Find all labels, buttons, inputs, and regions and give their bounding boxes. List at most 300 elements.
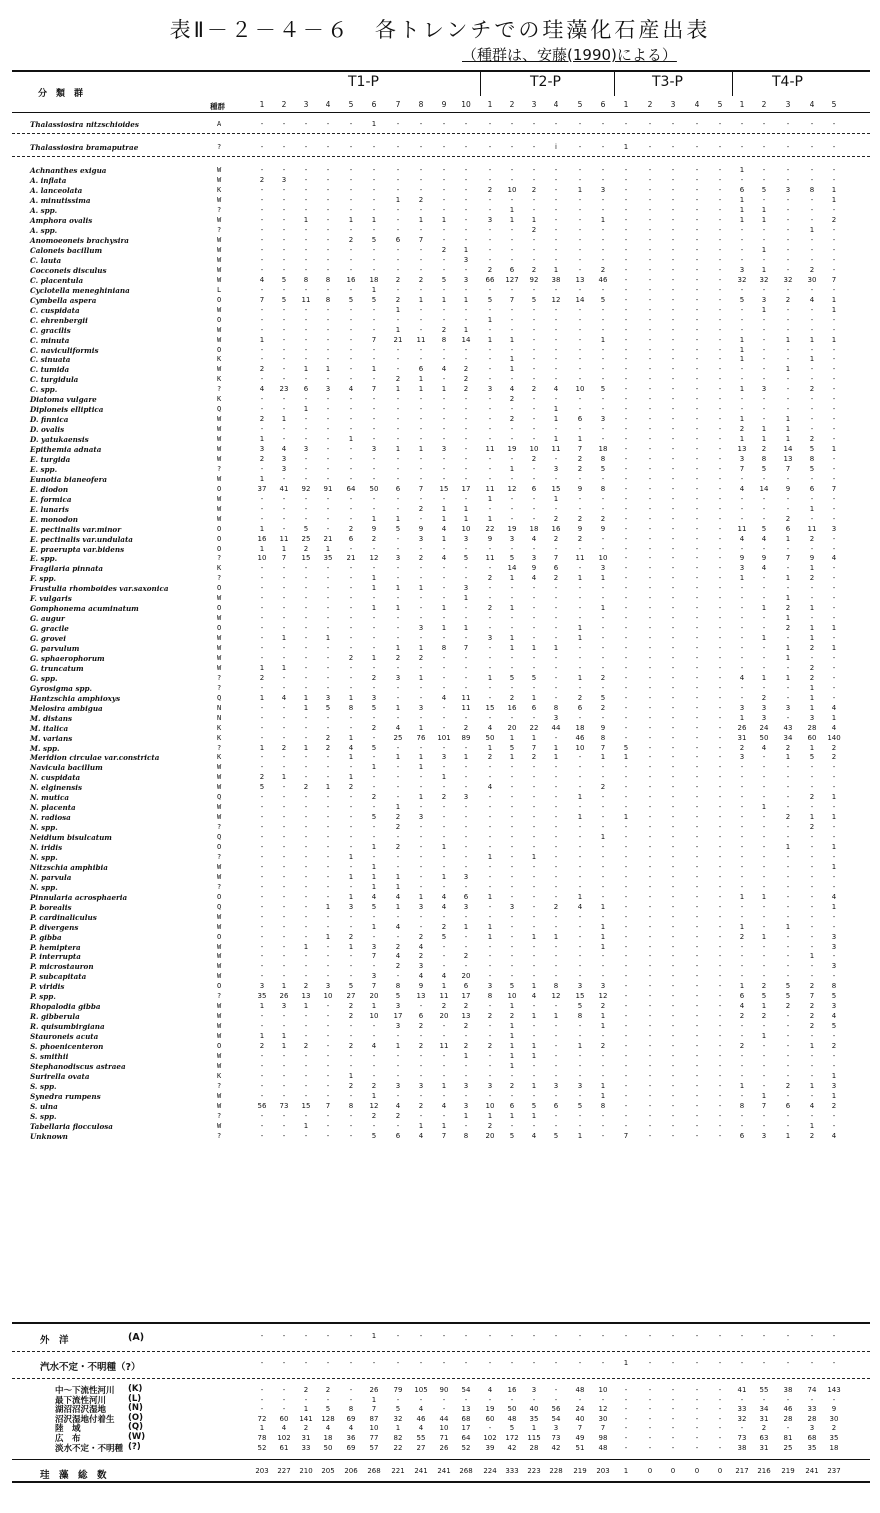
- table-cell: -: [326, 1022, 330, 1031]
- table-cell: -: [349, 186, 353, 195]
- table-cell: -: [396, 166, 400, 175]
- taxon-name: N. parvula: [30, 872, 72, 882]
- group-code: N: [217, 713, 222, 722]
- table-cell: -: [810, 405, 814, 414]
- table-cell: 4: [831, 892, 837, 901]
- table-cell: -: [554, 236, 558, 245]
- table-cell: -: [810, 803, 814, 812]
- table-cell: 2: [809, 1131, 815, 1140]
- table-cell: -: [282, 962, 286, 971]
- table-cell: -: [718, 1443, 722, 1452]
- table-cell: -: [601, 843, 605, 851]
- table-cell: -: [695, 1032, 699, 1041]
- table-cell: 9: [371, 524, 377, 533]
- table-row: [0, 216, 880, 225]
- table-cell: -: [671, 843, 675, 851]
- table-cell: -: [832, 1332, 836, 1340]
- table-cell: -: [601, 120, 605, 128]
- table-cell: 3: [739, 454, 745, 463]
- trench-divider-3: [732, 70, 733, 96]
- table-cell: 15: [301, 554, 311, 563]
- table-cell: -: [304, 120, 308, 128]
- table-cell: 6: [463, 892, 469, 901]
- table-cell: -: [282, 1051, 286, 1060]
- table-cell: -: [532, 902, 536, 911]
- table-row: [0, 395, 880, 404]
- table-cell: -: [464, 823, 468, 832]
- table-cell: -: [510, 872, 514, 881]
- table-cell: 2: [739, 1012, 745, 1021]
- table-cell: -: [718, 823, 722, 832]
- table-cell: 5: [441, 932, 447, 941]
- table-cell: -: [832, 773, 836, 782]
- table-cell: -: [260, 972, 264, 981]
- table-cell: -: [601, 345, 605, 354]
- table-row: [0, 972, 880, 981]
- table-cell: -: [396, 464, 400, 473]
- table-cell: -: [488, 952, 492, 961]
- table-cell: -: [442, 833, 446, 842]
- table-cell: -: [488, 823, 492, 832]
- table-cell: -: [419, 176, 423, 185]
- table-cell: -: [624, 942, 628, 951]
- table-cell: -: [740, 246, 744, 254]
- table-cell: -: [671, 120, 675, 128]
- table-cell: -: [718, 922, 722, 931]
- table-cell: -: [832, 415, 836, 424]
- table-cell: -: [671, 922, 675, 931]
- table-cell: 1: [509, 365, 515, 374]
- table-cell: 1: [831, 445, 837, 453]
- group-code: W: [217, 644, 222, 652]
- column-number: 6: [371, 100, 377, 109]
- table-cell: 5: [325, 703, 331, 712]
- trench-label-t2: T2-P: [530, 74, 561, 90]
- table-cell: -: [554, 206, 558, 215]
- taxon-name: Surirella ovata: [30, 1071, 90, 1081]
- table-cell: -: [786, 265, 790, 274]
- group-code: W: [217, 474, 222, 483]
- table-cell: -: [648, 753, 652, 762]
- table-cell: 1: [831, 793, 837, 802]
- table-cell: -: [832, 673, 836, 682]
- table-cell: -: [372, 425, 376, 434]
- table-cell: 26: [439, 1443, 449, 1452]
- table-cell: 1: [761, 634, 767, 643]
- table-cell: 11: [485, 445, 495, 453]
- table-cell: -: [260, 912, 264, 921]
- table-cell: 1: [395, 196, 401, 205]
- table-cell: -: [349, 143, 353, 152]
- table-cell: -: [810, 932, 814, 941]
- table-cell: 2: [418, 554, 424, 563]
- table-cell: -: [282, 733, 286, 742]
- table-row: [0, 724, 880, 733]
- table-cell: -: [578, 1359, 582, 1367]
- group-code: ?: [217, 1081, 222, 1090]
- table-cell: -: [488, 405, 492, 414]
- group-code: W: [217, 663, 222, 672]
- table-cell: -: [740, 1111, 744, 1120]
- table-cell: 3: [371, 942, 377, 951]
- table-cell: -: [671, 1359, 675, 1367]
- table-cell: -: [510, 584, 514, 593]
- table-cell: -: [304, 862, 308, 871]
- table-cell: -: [464, 236, 468, 245]
- table-cell: 12: [551, 992, 561, 1001]
- table-cell: -: [532, 365, 536, 374]
- table-cell: -: [326, 226, 330, 235]
- group-code: O: [217, 1042, 222, 1050]
- table-cell: 69: [346, 1414, 356, 1423]
- table-cell: -: [554, 454, 558, 463]
- table-cell: 1: [281, 773, 287, 782]
- table-cell: -: [695, 524, 699, 533]
- table-cell: -: [532, 345, 536, 354]
- table-cell: -: [695, 703, 699, 712]
- table-cell: 5: [395, 524, 401, 533]
- table-cell: 18: [829, 1443, 839, 1452]
- table-cell: 1: [463, 1111, 469, 1120]
- table-cell: 3: [761, 295, 767, 304]
- table-cell: -: [810, 166, 814, 175]
- table-cell: -: [740, 624, 744, 633]
- table-cell: -: [349, 813, 353, 822]
- table-cell: -: [442, 574, 446, 583]
- table-cell: -: [671, 912, 675, 921]
- table-cell: -: [442, 345, 446, 354]
- table-cell: -: [624, 464, 628, 473]
- table-cell: -: [372, 773, 376, 782]
- table-cell: -: [578, 912, 582, 921]
- table-cell: -: [442, 783, 446, 792]
- table-cell: -: [260, 246, 264, 254]
- table-cell: -: [648, 962, 652, 971]
- group-code: A: [217, 120, 222, 128]
- table-cell: -: [510, 544, 514, 553]
- table-cell: 1: [348, 435, 354, 444]
- table-cell: 2: [761, 445, 767, 453]
- column-number: 5: [348, 100, 354, 109]
- table-cell: -: [786, 693, 790, 702]
- table-cell: 5: [371, 703, 377, 712]
- table-cell: -: [326, 574, 330, 583]
- table-cell: -: [601, 972, 605, 981]
- table-cell: 14: [759, 484, 769, 493]
- table-cell: -: [671, 1131, 675, 1140]
- table-cell: -: [740, 644, 744, 652]
- table-cell: 11: [485, 484, 495, 493]
- table-cell: -: [326, 1332, 330, 1340]
- table-cell: 1: [577, 892, 583, 901]
- table-cell: 4: [418, 1131, 424, 1140]
- table-cell: -: [832, 564, 836, 573]
- table-cell: -: [832, 833, 836, 842]
- table-cell: -: [624, 285, 628, 294]
- table-cell: -: [532, 783, 536, 792]
- table-cell: 74: [807, 1386, 817, 1394]
- table-cell: -: [786, 504, 790, 513]
- table-cell: 1: [509, 355, 515, 364]
- table-cell: -: [304, 852, 308, 861]
- table-cell: -: [671, 504, 675, 513]
- table-cell: -: [510, 494, 514, 503]
- table-cell: -: [671, 823, 675, 832]
- table-cell: 60: [485, 1414, 495, 1423]
- table-cell: 87: [369, 1414, 379, 1423]
- table-cell: 2: [418, 932, 424, 941]
- table-cell: -: [648, 255, 652, 264]
- table-cell: -: [648, 843, 652, 851]
- table-cell: 10: [485, 1101, 495, 1110]
- table-cell: 33: [807, 1405, 817, 1414]
- table-cell: -: [786, 962, 790, 971]
- table-cell: 1: [348, 773, 354, 782]
- table-cell: -: [419, 1395, 423, 1404]
- table-cell: -: [601, 355, 605, 364]
- table-row: [0, 1132, 880, 1141]
- group-code: W: [217, 305, 222, 314]
- table-cell: -: [671, 882, 675, 891]
- column-number: 3: [670, 100, 676, 109]
- table-cell: -: [718, 355, 722, 364]
- table-cell: 4: [739, 673, 745, 682]
- table-cell: -: [671, 143, 675, 152]
- table-cell: 4: [418, 972, 424, 981]
- table-cell: -: [786, 544, 790, 553]
- table-cell: -: [601, 1332, 605, 1340]
- table-cell: -: [832, 285, 836, 294]
- table-cell: -: [832, 1111, 836, 1120]
- column-number: 4: [809, 100, 815, 109]
- table-cell: -: [282, 594, 286, 603]
- table-cell: -: [510, 952, 514, 961]
- table-cell: -: [624, 703, 628, 712]
- table-cell: -: [578, 952, 582, 961]
- table-cell: -: [532, 355, 536, 364]
- table-cell: 3: [281, 1002, 287, 1011]
- table-cell: -: [260, 305, 264, 314]
- table-cell: -: [740, 823, 744, 832]
- group-code: W: [217, 614, 222, 623]
- table-cell: -: [532, 415, 536, 424]
- table-cell: -: [718, 972, 722, 981]
- table-cell: 3: [463, 275, 469, 284]
- taxon-name: M. varians: [30, 733, 73, 743]
- table-cell: -: [718, 843, 722, 851]
- table-cell: 81: [783, 1434, 793, 1442]
- table-cell: 5: [761, 186, 767, 195]
- table-cell: 1: [371, 216, 377, 225]
- table-cell: -: [762, 395, 766, 404]
- table-cell: -: [740, 584, 744, 593]
- table-cell: 2: [259, 415, 265, 424]
- table-cell: -: [372, 315, 376, 324]
- table-cell: 5: [739, 295, 745, 304]
- table-cell: -: [396, 773, 400, 782]
- table-cell: -: [762, 255, 766, 264]
- table-cell: 7: [623, 1131, 629, 1140]
- taxon-name: Diploneis elliptica: [30, 405, 104, 415]
- table-cell: -: [671, 813, 675, 822]
- table-cell: -: [810, 1091, 814, 1100]
- table-cell: 4: [809, 295, 815, 304]
- table-cell: 1: [831, 186, 837, 195]
- table-cell: 2: [809, 663, 815, 672]
- table-cell: -: [718, 1131, 722, 1140]
- table-cell: -: [740, 325, 744, 334]
- table-cell: 5: [785, 992, 791, 1001]
- table-cell: -: [442, 584, 446, 593]
- table-cell: -: [554, 614, 558, 623]
- table-cell: -: [488, 972, 492, 981]
- summary-label: 外 洋: [40, 1335, 69, 1346]
- table-cell: 7: [831, 275, 837, 284]
- table-cell: -: [419, 683, 423, 692]
- table-cell: -: [349, 196, 353, 205]
- table-cell: 2: [487, 604, 493, 613]
- table-cell: -: [396, 206, 400, 215]
- table-cell: -: [260, 375, 264, 384]
- table-cell: -: [718, 246, 722, 254]
- table-cell: 3: [761, 385, 767, 394]
- taxon-name: G. sphaerophorum: [30, 653, 105, 663]
- table-cell: -: [304, 494, 308, 503]
- table-cell: 1: [785, 644, 791, 652]
- table-cell: -: [442, 942, 446, 951]
- table-cell: -: [624, 604, 628, 613]
- table-cell: -: [648, 504, 652, 513]
- table-row: [0, 535, 880, 544]
- table-cell: 3: [739, 265, 745, 274]
- table-cell: 1: [509, 1051, 515, 1060]
- table-cell: 2: [739, 425, 745, 434]
- table-cell: -: [260, 624, 264, 633]
- group-code: W: [217, 246, 222, 254]
- table-cell: -: [762, 166, 766, 175]
- table-cell: 3: [395, 673, 401, 682]
- table-cell: -: [349, 882, 353, 891]
- table-cell: 2: [809, 1022, 815, 1031]
- taxon-name: F. vulgaris: [30, 594, 72, 604]
- table-cell: 50: [485, 733, 495, 742]
- table-cell: -: [695, 325, 699, 334]
- table-cell: -: [718, 673, 722, 682]
- taxon-name: G. grovei: [30, 634, 66, 644]
- table-cell: -: [464, 743, 468, 752]
- table-cell: -: [671, 673, 675, 682]
- table-cell: -: [282, 604, 286, 613]
- table-cell: -: [648, 693, 652, 702]
- table-cell: 6: [509, 1101, 515, 1110]
- table-cell: 35: [829, 1434, 839, 1442]
- table-cell: -: [624, 564, 628, 573]
- table-cell: 32: [783, 275, 793, 284]
- table-cell: -: [488, 454, 492, 463]
- table-row: [0, 883, 880, 892]
- table-cell: -: [832, 405, 836, 414]
- table-cell: -: [810, 494, 814, 503]
- table-cell: 1: [371, 584, 377, 593]
- table-cell: -: [554, 1032, 558, 1041]
- table-cell: -: [695, 932, 699, 941]
- table-cell: -: [762, 494, 766, 503]
- table-cell: -: [718, 405, 722, 414]
- table-cell: -: [624, 1111, 628, 1120]
- table-cell: 2: [259, 773, 265, 782]
- table-row: [0, 823, 880, 832]
- table-cell: 4: [371, 1042, 377, 1050]
- table-row: [0, 166, 880, 175]
- table-cell: 2: [785, 1002, 791, 1011]
- table-cell: -: [578, 852, 582, 861]
- table-cell: -: [442, 912, 446, 921]
- group-code: O: [217, 892, 222, 901]
- table-cell: 102: [483, 1434, 497, 1442]
- table-cell: 3: [831, 942, 837, 951]
- table-cell: 25: [393, 733, 403, 742]
- table-cell: -: [832, 255, 836, 264]
- table-cell: 1: [463, 594, 469, 603]
- table-cell: 1: [441, 534, 447, 543]
- table-cell: -: [488, 862, 492, 871]
- table-cell: -: [442, 395, 446, 404]
- table-cell: -: [695, 783, 699, 792]
- table-cell: 7: [577, 445, 583, 453]
- table-cell: -: [554, 584, 558, 593]
- group-code: W: [217, 653, 222, 662]
- table-row: [0, 346, 880, 355]
- table-cell: -: [601, 143, 605, 152]
- table-cell: -: [695, 554, 699, 563]
- table-cell: -: [740, 843, 744, 851]
- table-cell: -: [786, 833, 790, 842]
- table-cell: -: [488, 683, 492, 692]
- table-cell: -: [624, 335, 628, 344]
- table-cell: -: [695, 415, 699, 424]
- table-cell: 2: [509, 693, 515, 702]
- taxon-name: D. ovalis: [30, 425, 65, 435]
- table-cell: 1: [371, 604, 377, 613]
- table-cell: -: [372, 962, 376, 971]
- table-cell: -: [648, 143, 652, 152]
- table-cell: -: [578, 882, 582, 891]
- table-cell: -: [624, 1061, 628, 1070]
- table-cell: -: [601, 962, 605, 971]
- total-row: [0, 1467, 880, 1482]
- table-cell: -: [718, 554, 722, 563]
- table-cell: 1: [418, 723, 424, 732]
- table-cell: -: [442, 763, 446, 772]
- group-code: W: [217, 335, 222, 344]
- table-cell: 1: [418, 644, 424, 652]
- table-cell: -: [578, 395, 582, 404]
- table-cell: -: [510, 1359, 514, 1367]
- table-cell: -: [396, 833, 400, 842]
- table-cell: -: [671, 992, 675, 1001]
- table-cell: 17: [461, 484, 471, 493]
- table-cell: -: [624, 375, 628, 384]
- table-cell: -: [419, 315, 423, 324]
- table-cell: -: [624, 962, 628, 971]
- table-cell: -: [671, 524, 675, 533]
- table-cell: -: [810, 255, 814, 264]
- table-cell: -: [554, 216, 558, 225]
- table-cell: -: [740, 120, 744, 128]
- table-cell: -: [488, 415, 492, 424]
- table-row: [0, 903, 880, 912]
- table-cell: 36: [346, 1434, 356, 1442]
